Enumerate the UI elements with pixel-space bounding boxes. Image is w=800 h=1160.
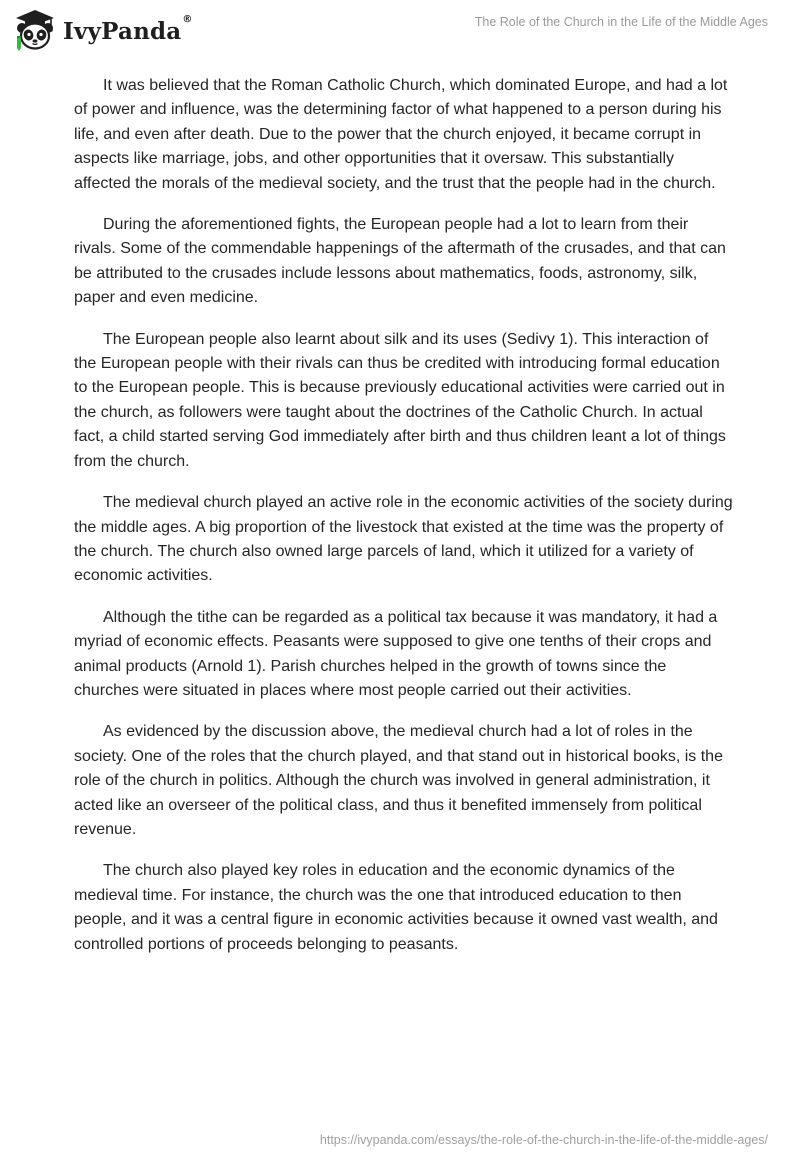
brand-name: IvyPanda® — [63, 13, 193, 45]
paragraph: The medieval church played an active role in the economic activities of the society during the middle ages. A big proportion of the livestock that existed at the time was the property of the church. The church also owned large parcels of land, which it utilized for a variety of economic activities. — [74, 494, 733, 585]
document-title: The Role of the Church in the Life of the Middle Ages — [474, 15, 768, 29]
panda-logo-icon — [13, 8, 57, 52]
page-header — [0, 0, 800, 62]
paragraph: It was believed that the Roman Catholic Church, which dominated Europe, and had a lot of power and influence, was the determining factor of what happened to a person during his life, and even after death. Due to the power that the church enjoyed, it became corrupt in aspects like marriage, jobs, and other opportunities that it oversaw. This substantially affected the morals of the medieval society, and the trust that the people had in the church. — [74, 77, 728, 192]
paragraph: The European people also learnt about silk and its uses (Sedivy 1). This interaction of the European people with their rivals can thus be credited with introducing formal education to the European people. This is because previously educational activities were carried out in the church, as followers were taught about the doctrines of the Catholic Church. In actual fact, a child started serving God immediately after birth and thus children leant a lot of things from the church. — [74, 330, 726, 470]
paragraph: Although the tithe can be regarded as a political tax because it was mandatory, it had a myriad of economic effects. Peasants were supposed to give one tenths of their crops and animal products (Arnold 1). Parish churches helped in the growth of towns since the churches were situated in places where most people carried out their activities. — [74, 608, 718, 699]
paragraph: During the aforementioned fights, the European people had a lot to learn from their rivals. Some of the commendable happenings of the aftermath of the crusades, and that can be attributed to the crusades include lessons about mathematics, foods, astronomy, silk, paper and even medicine. — [74, 216, 726, 307]
brand-logo[interactable] — [13, 8, 193, 52]
source-url[interactable]: https://ivypanda.com/essays/the-role-of-the-church-in-the-life-of-the-middle-ages/ — [319, 1133, 768, 1147]
registered-mark: ® — [182, 13, 193, 25]
paragraph: The church also played key roles in education and the economic dynamics of the medieval time. For instance, the church was the one that introduced education to then people, and it was a central figure in economic activities because it owned vast wealth, and controlled portions of proceeds belonging to peasants. — [74, 862, 718, 953]
essay-body — [74, 74, 734, 974]
paragraph: As evidenced by the discussion above, the medieval church had a lot of roles in the society. One of the roles that the church played, and that stand out in historical books, is the role of the church in politics. Although the church was involved in general administration, it acted like an overseer of the political class, and thus it benefited immensely from political revenue. — [74, 723, 723, 838]
